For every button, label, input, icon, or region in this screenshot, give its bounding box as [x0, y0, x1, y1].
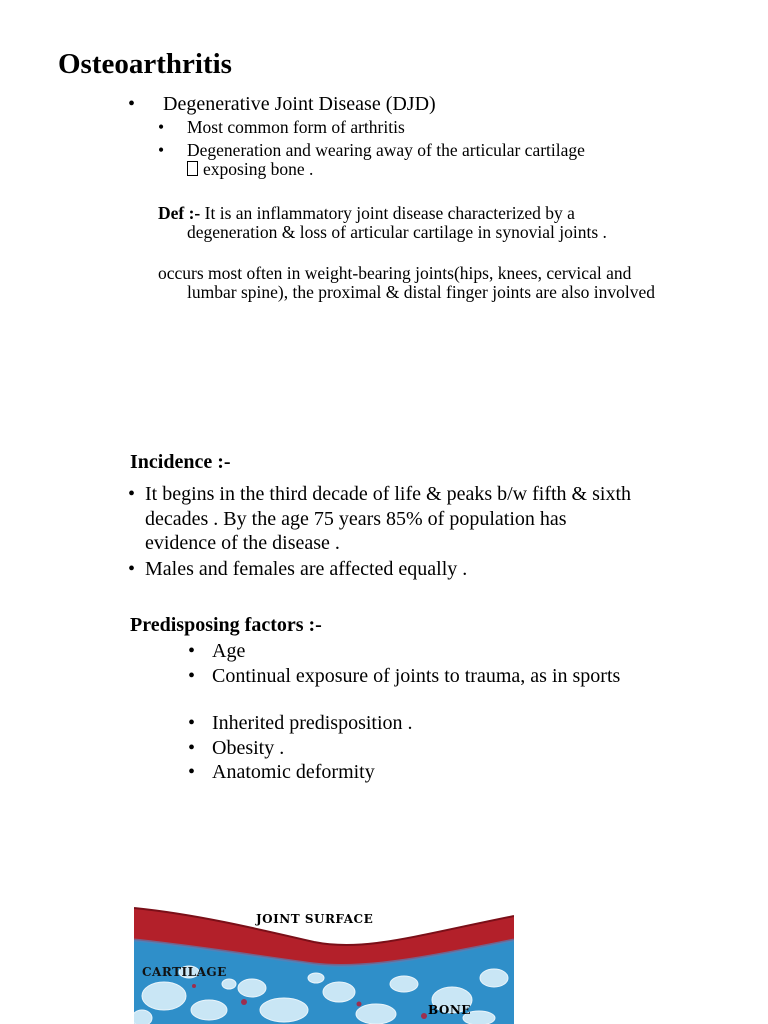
bullet-dot: • [158, 117, 165, 137]
page-title: Osteoarthritis [58, 48, 232, 80]
histology-figure [134, 906, 514, 1024]
bullet-dot: • [188, 761, 196, 783]
sub-bullet-line: Degeneration and wearing away of the articular cartilage [187, 140, 585, 160]
factor-item [188, 760, 628, 785]
factor-item [188, 664, 628, 689]
sub-bullet-text: Most common form of arthritis [187, 117, 405, 137]
bullet-dot: • [128, 93, 136, 115]
factor-text: Obesity . [212, 737, 285, 759]
sub-bullet-text [187, 141, 647, 178]
bullet-dot: • [128, 558, 136, 580]
factor-item [188, 711, 628, 736]
factor-item [188, 736, 628, 761]
bullet-dot: • [188, 712, 196, 734]
predisposing-heading: Predisposing factors :- [130, 614, 322, 636]
cartilage-label: CARTILAGE [142, 965, 227, 979]
incidence-item-2 [128, 557, 638, 582]
main-bullet-text: Degenerative Joint Disease (DJD) [163, 93, 436, 115]
factor-text: Continual exposure of joints to trauma, as in sports [212, 665, 621, 687]
bullet-dot: • [188, 640, 196, 662]
sub-bullet-continuation: exposing bone . [203, 158, 314, 179]
missing-glyph-box-icon [187, 161, 198, 176]
factor-text: Inherited predisposition . [212, 712, 413, 734]
factor-text: Age [212, 640, 246, 662]
incidence-item-text: It begins in the third decade of life & peaks b/w fifth & sixth decades . By the age 75 years 85% of population has evidence of the disease . [145, 483, 631, 554]
bone-label: BONE [428, 1003, 471, 1017]
bullet-dot: • [158, 140, 165, 160]
bullet-dot: • [128, 483, 136, 505]
incidence-item-text: Males and females are affected equally . [145, 558, 468, 580]
incidence-heading: Incidence :- [130, 451, 231, 473]
occurrence-paragraph: occurs most often in weight-bearing joints(hips, knees, cervical and lumbar spine), the proximal & distal finger joints are also involved [158, 263, 656, 302]
bullet-dot: • [188, 737, 196, 759]
factor-text: Anatomic deformity [212, 761, 375, 783]
joint-surface-label: JOINT SURFACE [256, 912, 374, 926]
definition-label: Def :- [158, 203, 201, 223]
bullet-dot: • [188, 665, 196, 687]
definition-paragraph [158, 204, 657, 241]
incidence-item-1 [128, 482, 638, 556]
factor-item [188, 639, 628, 664]
definition-text: It is an inflammatory joint disease characterized by a degeneration & loss of articular cartilage in synovial joints . [187, 203, 607, 242]
